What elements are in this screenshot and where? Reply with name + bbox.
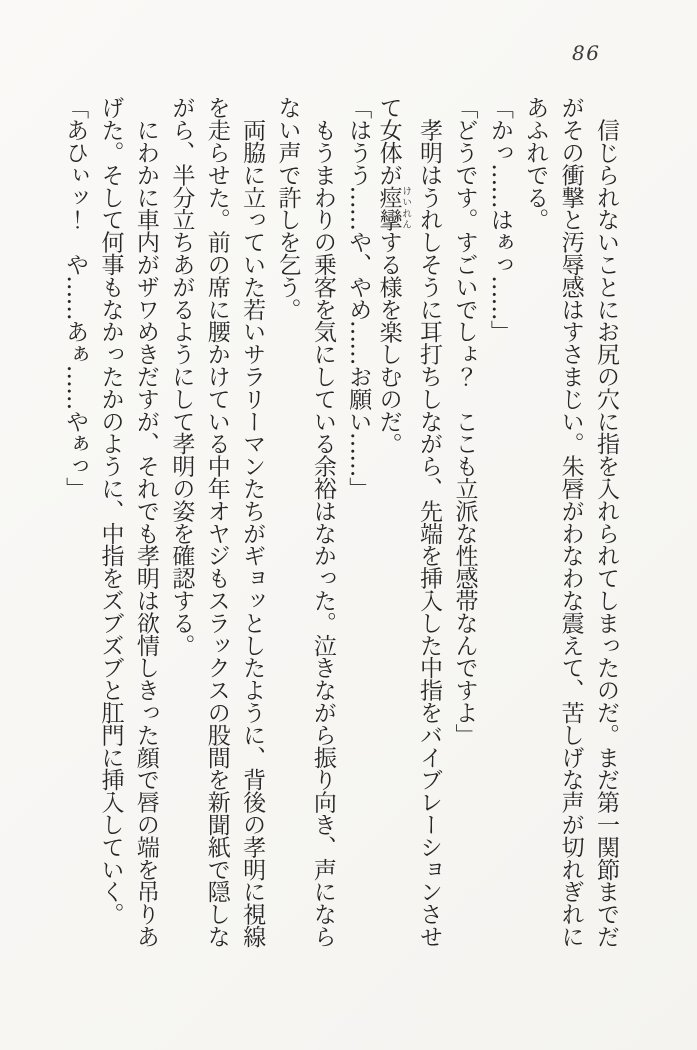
text-block [56,96,623,958]
text-segment: て女体が [375,96,402,186]
text-column-dialogue: 「かっ……はぁっ……」 [486,96,513,343]
text-column: 孝明はうれしそうに耳打ちしながら、先端を挿入した中指をバイブレーションさせ [416,96,443,948]
ruby-annotation: けいれん [400,185,412,231]
text-column [375,96,410,958]
text-column-dialogue: 「どうです。すごいでしょ？ ここも立派な性感帯なんですよ」 [451,96,478,746]
page-number: 86 [572,41,601,65]
text-column: 信じられないことにお尻の穴に指を入れられてしまったのだ。まだ第一関節までだ [593,96,619,948]
text-column: がら、半分立ちあがるようにして孝明の姿を確認する。 [168,96,195,657]
text-column: にわかに車内がザワめきだすが、それでも孝明は欲情しきった顔で唇の端を吊りあ [132,96,159,948]
text-column-dialogue: 「あひぃッ！ や……あぁ……やぁっ」 [62,96,89,500]
ruby-base: 痙攣 [375,185,402,231]
text-column: げた。そして何事もなかったかのように、中指をズブズブと肛門に挿入していく。 [97,96,124,925]
text-column-dialogue: 「はうう……や、やめ……お願い……」 [345,96,372,500]
text-column: 両脇に立っていた若いサラリーマンたちがギョッとしたように、背後の孝明に視線 [239,96,266,948]
text-column: がその衝撃と汚辱感はすさまじい。朱唇がわなわな震えて、苦しげな声が切れぎれに [557,96,584,948]
ruby-word [375,185,412,231]
text-column: ない声で許しを乞う。 [274,96,301,321]
text-column: もうまわりの乗客を気にしている余裕はなかった。泣きながら振り向き、声になら [309,96,336,948]
text-column: あふれでる。 [522,96,549,231]
text-column: を走らせた。前の席に腰かけている中年オヤジもスラックスの股間を新聞紙で隠しな [203,96,230,948]
text-segment: する様を楽しむのだ。 [375,230,402,455]
